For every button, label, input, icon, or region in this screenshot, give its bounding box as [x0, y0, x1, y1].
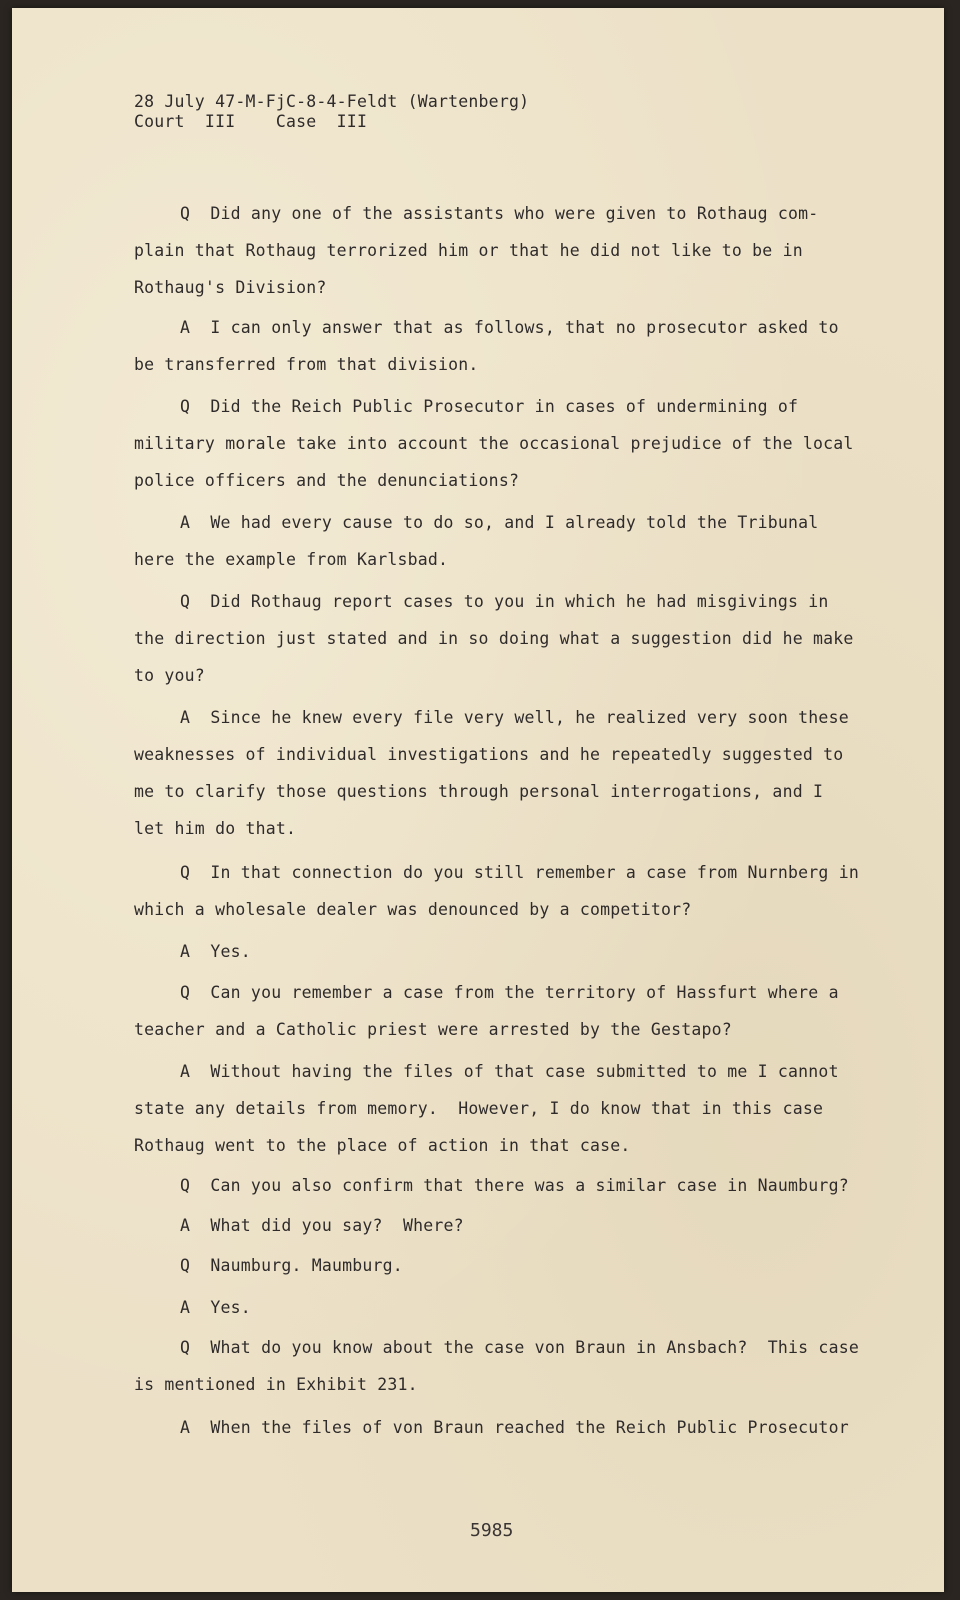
transcript-line: Rothaug's Division?: [134, 278, 327, 297]
transcript-line: the direction just stated and in so doing what a suggestion did he make: [134, 629, 854, 648]
transcript-line: Q In that connection do you still remember a case from Nurnberg in: [180, 863, 859, 882]
transcript-line: plain that Rothaug terrorized him or that he did not like to be in: [134, 241, 803, 260]
transcript-line: Q Did any one of the assistants who were given to Rothaug com-: [180, 204, 819, 223]
transcript-line: weaknesses of individual investigations and he repeatedly suggested to: [134, 745, 844, 764]
transcript-line: teacher and a Catholic priest were arrested by the Gestapo?: [134, 1020, 732, 1039]
transcript-line: A What did you say? Where?: [180, 1216, 464, 1235]
transcript-line: here the example from Karlsbad.: [134, 550, 449, 569]
transcript-line: police officers and the denunciations?: [134, 471, 520, 490]
transcript-line: is mentioned in Exhibit 231.: [134, 1375, 418, 1394]
transcript-line: Q What do you know about the case von Braun in Ansbach? This case: [180, 1338, 859, 1357]
transcript-line: Q Naumburg. Maumburg.: [180, 1256, 403, 1275]
transcript-line: A Without having the files of that case submitted to me I cannot: [180, 1062, 839, 1081]
transcript-line: A I can only answer that as follows, that no prosecutor asked to: [180, 318, 839, 337]
transcript-line: A Yes.: [180, 942, 251, 961]
transcript-line: A Yes.: [180, 1298, 251, 1317]
transcript-line: Q Can you also confirm that there was a similar case in Naumburg?: [180, 1176, 849, 1195]
header-line-2: Court III Case III: [134, 112, 368, 131]
transcript-line: let him do that.: [134, 819, 297, 838]
transcript-line: Rothaug went to the place of action in that case.: [134, 1136, 631, 1155]
transcript-line: Q Did the Reich Public Prosecutor in cases of undermining of: [180, 397, 799, 416]
transcript-line: Q Can you remember a case from the territory of Hassfurt where a: [180, 983, 839, 1002]
transcript-line: which a wholesale dealer was denounced by a competitor?: [134, 900, 692, 919]
transcript-line: Q Did Rothaug report cases to you in which he had misgivings in: [180, 592, 829, 611]
page-number: 5985: [470, 1520, 514, 1541]
transcript-line: military morale take into account the occasional prejudice of the local: [134, 434, 854, 453]
transcript-line: A Since he knew every file very well, he realized very soon these: [180, 708, 849, 727]
transcript-line: me to clarify those questions through personal interrogations, and I: [134, 782, 824, 801]
transcript-line: be transferred from that division.: [134, 355, 479, 374]
transcript-line: to you?: [134, 666, 205, 685]
transcript-line: state any details from memory. However, I do know that in this case: [134, 1099, 824, 1118]
transcript-line: A When the files of von Braun reached the Reich Public Prosecutor: [180, 1418, 849, 1437]
document-page: [12, 8, 944, 1592]
transcript-line: A We had every cause to do so, and I already told the Tribunal: [180, 513, 819, 532]
header-line-1: 28 July 47-M-FjC-8-4-Feldt (Wartenberg): [134, 92, 530, 111]
